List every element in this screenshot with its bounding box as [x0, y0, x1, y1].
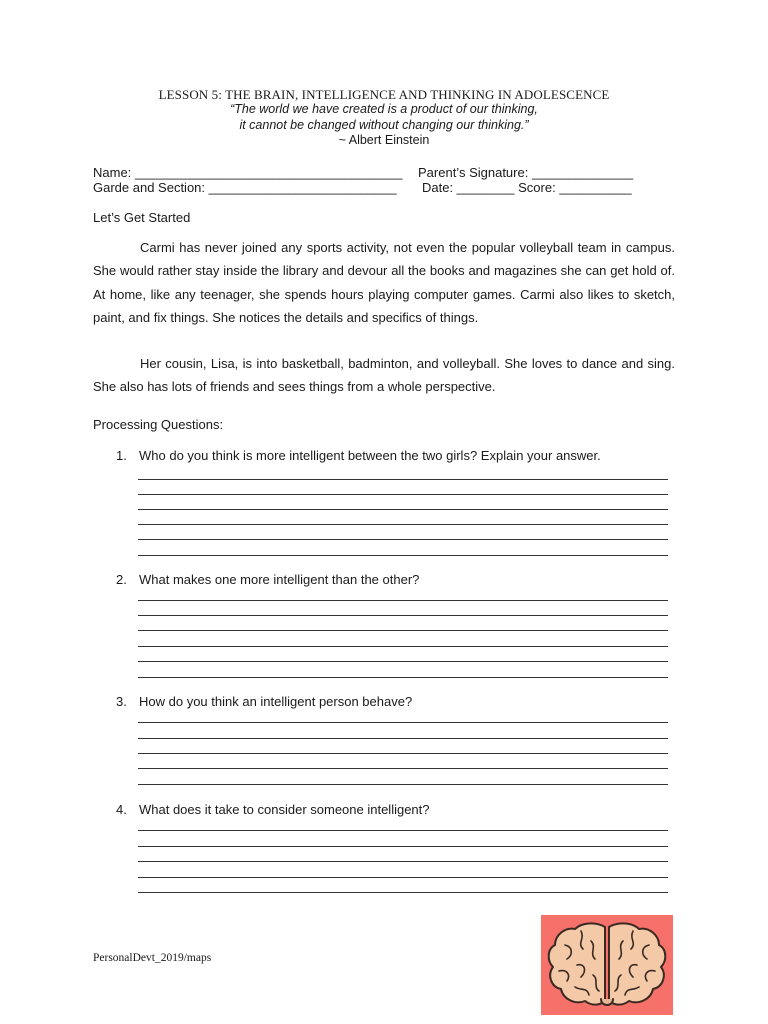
answer-line[interactable]: [138, 494, 668, 495]
answer-line[interactable]: [138, 661, 668, 662]
date-score-field: Date: ________ Score: __________: [422, 180, 632, 195]
answer-line[interactable]: [138, 892, 668, 893]
answer-line[interactable]: [138, 753, 668, 754]
answer-line[interactable]: [138, 830, 668, 831]
quote-line-2: it cannot be changed without changing our thinking.”: [239, 118, 529, 132]
answer-line[interactable]: [138, 677, 668, 678]
parent-signature-field: Parent’s Signature: ______________: [418, 165, 634, 180]
lesson-title: LESSON 5: THE BRAIN, INTELLIGENCE AND THINKING IN ADOLESCENCE: [158, 87, 610, 102]
answer-line[interactable]: [138, 846, 668, 847]
processing-heading: Processing Questions:: [93, 417, 224, 432]
answer-line[interactable]: [138, 479, 668, 480]
answer-line[interactable]: [138, 509, 668, 510]
story-paragraph-2-text: Her cousin, Lisa, is into basketball, badminton, and volleyball. She loves to dance and sing. She also has lots of friends and sees things from a whole perspective.: [93, 356, 675, 395]
brain-illustration: [541, 915, 673, 1015]
answer-line[interactable]: [138, 768, 668, 769]
brain-icon: [541, 915, 673, 1015]
answer-line[interactable]: [138, 784, 668, 785]
answer-line[interactable]: [138, 722, 668, 723]
answer-line[interactable]: [138, 524, 668, 525]
answer-line[interactable]: [138, 738, 668, 739]
question-text: How do you think an intelligent person behave?: [139, 694, 413, 709]
question-text: What does it take to consider someone intelligent?: [139, 802, 430, 817]
story-paragraph-2: [93, 352, 675, 399]
grade-section-field: Garde and Section: __________________________: [93, 180, 397, 195]
question-text: Who do you think is more intelligent between the two girls? Explain your answer.: [139, 448, 601, 463]
question-number: 2.: [116, 572, 127, 587]
question-text: What makes one more intelligent than the other?: [139, 572, 420, 587]
story-paragraph-1: [93, 236, 675, 329]
answer-line[interactable]: [138, 600, 668, 601]
answer-line[interactable]: [138, 861, 668, 862]
question-number: 4.: [116, 802, 127, 817]
question-number: 1.: [116, 448, 127, 463]
answer-line[interactable]: [138, 615, 668, 616]
name-field: Name: _____________________________________: [93, 165, 403, 180]
story-paragraph-1-text: Carmi has never joined any sports activity, not even the popular volleyball team in campus. She would rather stay inside the library and devour all the books and magazines she can get hold of. At home, like any teenager, she spends hours playing computer games. Carmi also likes to sketch, paint, and fix things. She notices the details and specifics of things.: [93, 240, 675, 325]
answer-line[interactable]: [138, 646, 668, 647]
quote-line-1: “The world we have created is a product of our thinking,: [230, 102, 538, 116]
answer-line[interactable]: [138, 877, 668, 878]
answer-line[interactable]: [138, 555, 668, 556]
answer-line[interactable]: [138, 539, 668, 540]
quote-author: ~ Albert Einstein: [338, 133, 430, 147]
section-heading: Let’s Get Started: [93, 210, 191, 225]
answer-line[interactable]: [138, 630, 668, 631]
footer-text: PersonalDevt_2019/maps: [93, 952, 212, 964]
question-number: 3.: [116, 694, 127, 709]
